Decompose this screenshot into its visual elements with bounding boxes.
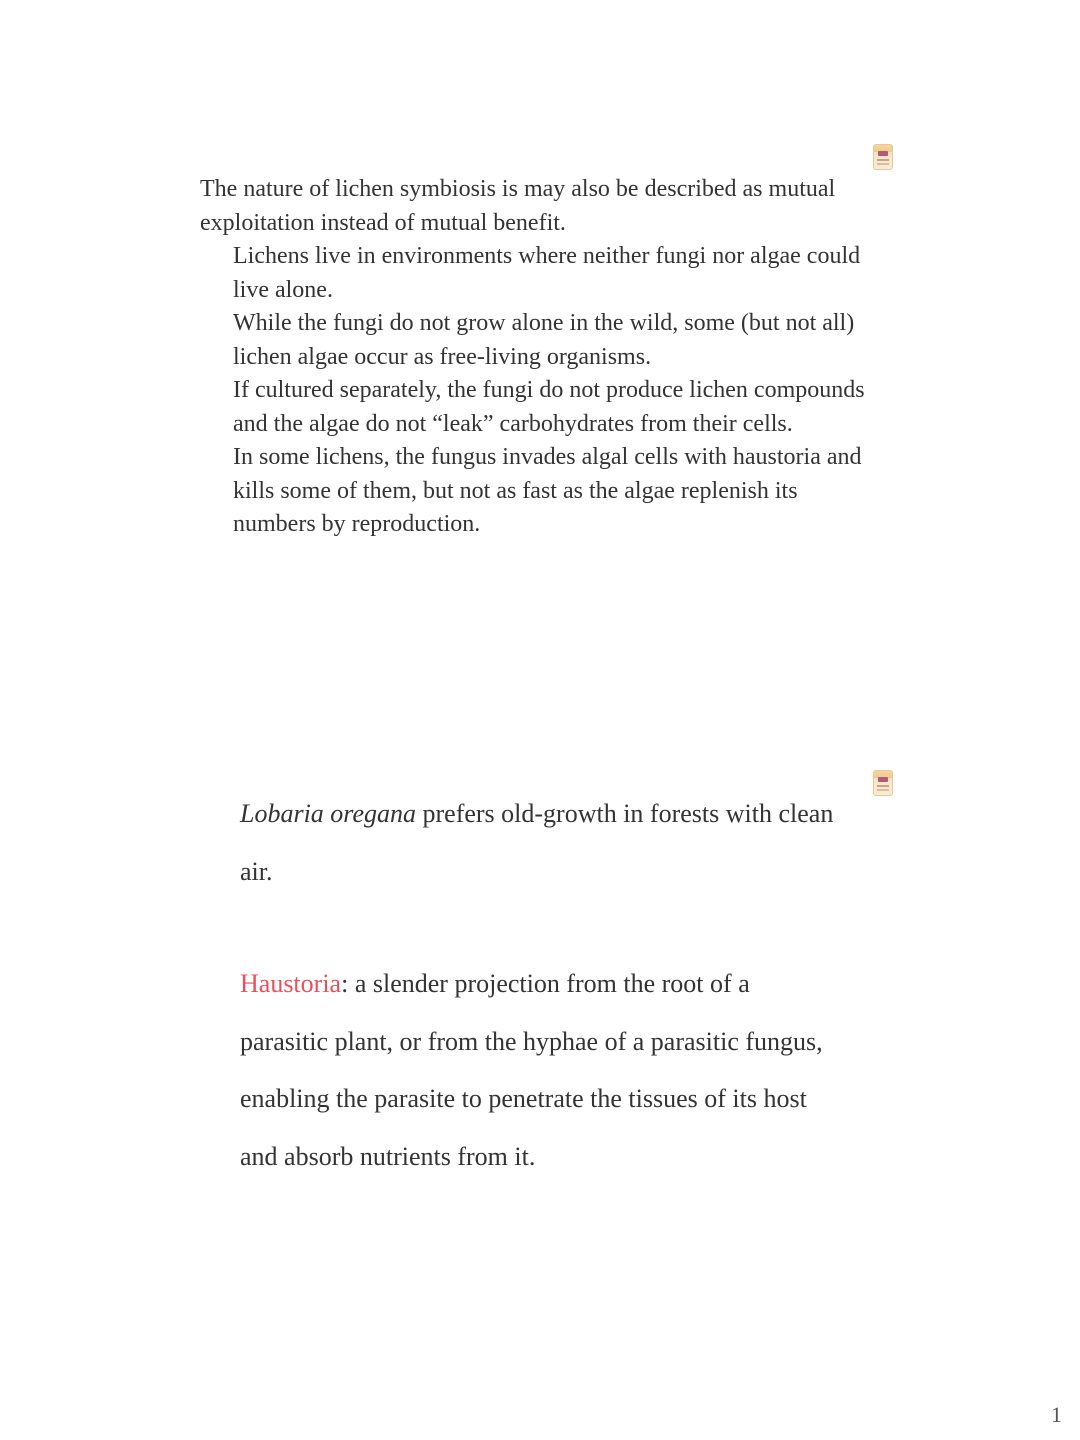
bullet-list (200, 240, 880, 542)
lead-paragraph: The nature of lichen symbiosis is may also be described as mutual exploitation instead of mutual benefit. (200, 176, 836, 236)
notes-section (240, 785, 840, 1185)
list-item: While the fungi do not grow alone in the wild, some (but not all) lichen algae occur as free-living organisms. (233, 310, 855, 370)
list-item: If cultured separately, the fungi do not produce lichen compounds and the algae do not “leak” carbohydrates from their cells. (233, 377, 865, 437)
note-icon[interactable] (873, 144, 893, 170)
note-icon[interactable] (873, 770, 893, 796)
definition-text: : a slender projection from the root of a parasitic plant, or from the hyphae of a parasitic fungus, enabling the parasite to penetrate the tissues of its host and absorb nutrients from it. (240, 969, 823, 1171)
example-text: Lobaria oregana prefers old-growth in forests with clean air. (240, 799, 834, 886)
page-number: 1 (1051, 1402, 1062, 1427)
term-haustoria: Haustoria (240, 969, 342, 998)
definition-paragraph (240, 955, 840, 1185)
list-item: Lichens live in environments where neither fungi nor algae could live alone. (233, 243, 861, 303)
lichen-symbiosis-section (200, 173, 880, 542)
list-item: In some lichens, the fungus invades algal cells with haustoria and kills some of them, but not as fast as the algae replenish its numbers by reproduction. (233, 444, 862, 537)
example-paragraph (240, 785, 840, 900)
species-name: Lobaria oregana (240, 799, 416, 828)
